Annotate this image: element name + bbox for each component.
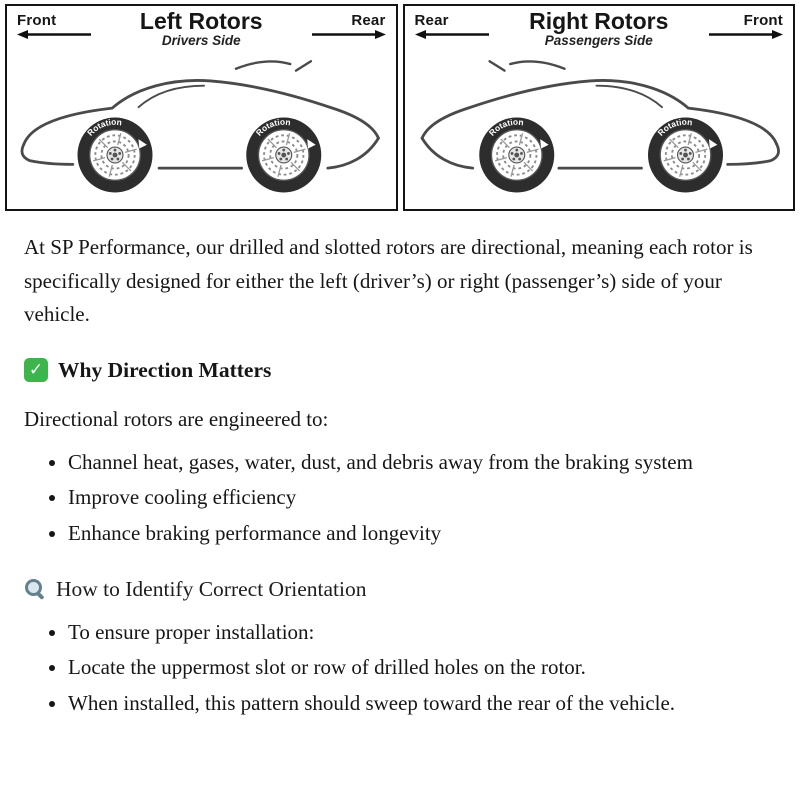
- car-side-view-right: [405, 50, 794, 200]
- front-label: Front: [743, 12, 783, 29]
- list-item: • To ensure proper installation:: [68, 616, 776, 650]
- front-direction-label-right: [699, 12, 783, 39]
- arrow-left-icon: [17, 30, 91, 39]
- why-lead: Directional rotors are engineered to:: [24, 406, 329, 431]
- orientation-heading: [24, 577, 776, 602]
- rotor-diagram: [0, 0, 800, 211]
- right-panel-subtitle: Passengers Side: [544, 33, 653, 49]
- left-panel-title-block: [101, 9, 302, 48]
- list-item: • Improve cooling efficiency: [68, 481, 776, 515]
- left-panel-subtitle: Drivers Side: [161, 33, 241, 49]
- list-item: • When installed, this pattern should sweep toward the rear of the vehicle.: [68, 687, 776, 721]
- rotor-wheel: [648, 117, 723, 193]
- front-label: Front: [17, 12, 57, 29]
- list-item: • Channel heat, gases, water, dust, and debris away from the braking system: [68, 446, 776, 480]
- orientation-title: How to Identify Correct Orientation: [56, 576, 367, 601]
- rear-direction-label-right: [415, 12, 499, 39]
- rear-label: Rear: [351, 12, 386, 29]
- list-item: • Locate the uppermost slot or row of drilled holes on the rotor.: [68, 651, 776, 685]
- right-panel-title-block: [499, 9, 700, 48]
- rotor-wheel: [78, 117, 153, 193]
- arrow-left-icon: [415, 30, 489, 39]
- right-panel-title: Right Rotors: [529, 8, 669, 34]
- right-panel-header: [405, 6, 794, 48]
- rear-label: Rear: [414, 12, 449, 29]
- why-direction-heading: [24, 358, 776, 383]
- rear-direction-label-left: [302, 12, 386, 39]
- rotor-wheel: [246, 117, 321, 193]
- list-item: • Enhance braking performance and longevity: [68, 517, 776, 551]
- why-bullet-list: [24, 446, 776, 551]
- arrow-right-icon: [709, 30, 783, 39]
- article: [0, 211, 800, 720]
- left-rotors-panel: [5, 4, 398, 211]
- magnifier-icon: [24, 578, 46, 600]
- left-panel-header: [7, 6, 396, 48]
- car-side-view-left: [7, 50, 396, 200]
- check-icon: ✓: [24, 358, 48, 382]
- orientation-bullet-list: [24, 616, 776, 721]
- left-panel-title: Left Rotors: [139, 8, 263, 34]
- arrow-right-icon: [312, 30, 386, 39]
- why-direction-title: Why Direction Matters: [58, 357, 272, 382]
- intro-paragraph: At SP Performance, our drilled and slotted rotors are directional, meaning each rotor is specifically designed for either the left (driver’s) or right (passenger’s) side of your vehicle.: [24, 235, 753, 327]
- front-direction-label-left: [17, 12, 101, 39]
- rotor-wheel: [479, 117, 554, 193]
- right-rotors-panel: [403, 4, 796, 211]
